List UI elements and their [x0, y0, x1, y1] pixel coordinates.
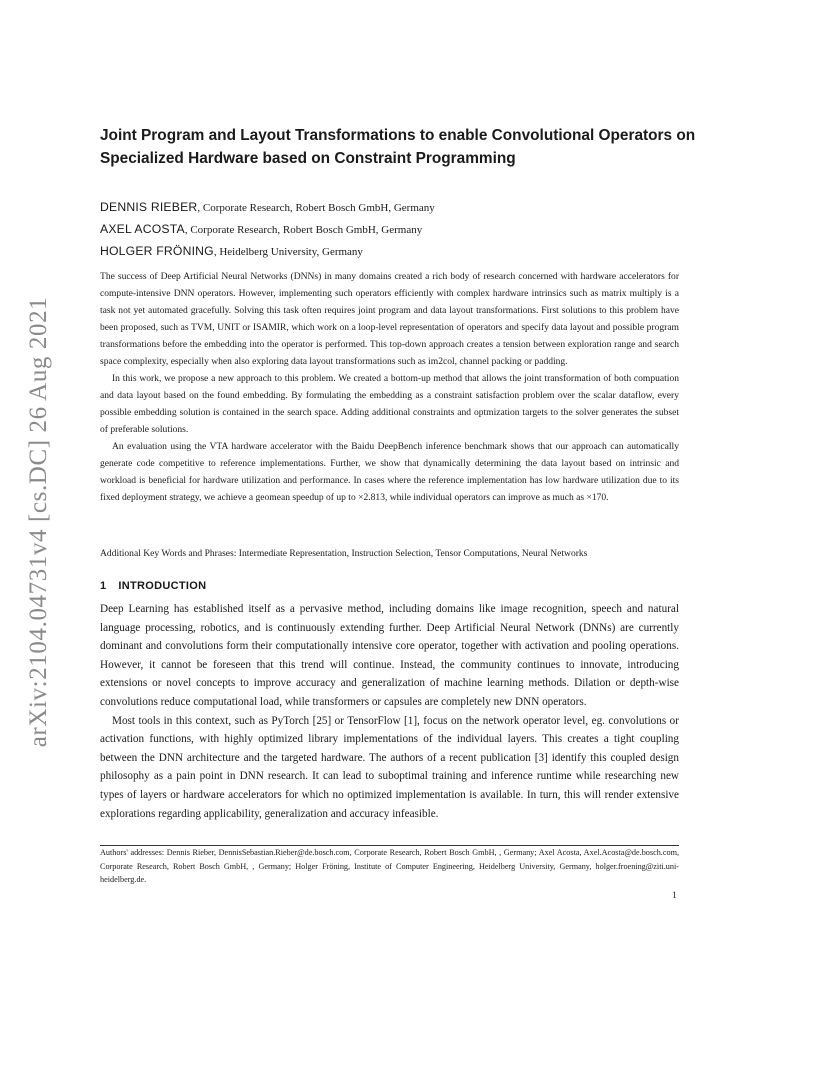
arxiv-watermark: [24, 287, 54, 757]
author-list: [100, 196, 700, 262]
abstract: [100, 268, 679, 506]
author-affiliation: , Heidelberg University, Germany: [213, 246, 363, 258]
section-number: 1: [100, 580, 107, 592]
author-affiliation: , Corporate Research, Robert Bosch GmbH, Germany: [197, 202, 435, 214]
arxiv-stamp-text: arXiv:2104.04731v4 [cs.DC] 26 Aug 2021: [25, 296, 52, 748]
keywords: Additional Key Words and Phrases: Intermediate Representation, Instruction Selection, Tensor Computations, Neural Networks: [100, 548, 588, 559]
author-entry: [100, 240, 700, 262]
author-name: DENNIS RIEBER: [100, 200, 198, 214]
footnote-addresses: Authors' addresses: Dennis Rieber, DennisSebastian.Rieber@de.bosch.com, Corporate Research, Robert Bosch GmbH, , Germany; Axel Acosta, Axel.Acosta@de.bosch.com, Corporate Research, Robert Bosch GmbH, , Germany; Holger Fröning, Institute of Computer Engineering, Heidelberg University, Germany, holger.froening@ziti.uni-heidelberg.de.: [100, 848, 679, 884]
abstract-paragraph: The success of Deep Artificial Neural Networks (DNNs) in many domains created a rich body of research concerned with hardware accelerators for compute-intensive DNN operators. However, implementing such operators efficiently with complex hardware intrinsics such as matrix multiply is a task not yet automated gracefully. Solving this task often requires joint program and data layout transformations. First solutions to this problem have been proposed, such as TVM, UNIT or ISAMIR, which work on a loop-level representation of operators and specify data layout and possible program transformations before the embedding into the operator is performed. This top-down approach creates a tension between exploration range and search space complexity, especially when also exploring data layout transformations such as im2col, channel packing or padding.: [100, 271, 679, 367]
author-name: HOLGER FRÖNING: [100, 244, 214, 258]
paper-title: Joint Program and Layout Transformations to enable Convolutional Operators on Specialized Hardware based on Constraint Programming: [100, 127, 696, 167]
author-affiliation: , Corporate Research, Robert Bosch GmbH, Germany: [184, 224, 423, 236]
page-number: 1: [672, 891, 677, 901]
author-name: AXEL ACOSTA: [100, 222, 185, 236]
section-title: INTRODUCTION: [118, 580, 207, 592]
section-heading: [100, 578, 206, 594]
abstract-paragraph: An evaluation using the VTA hardware accelerator with the Baidu DeepBench inference benchmark shows that our approach can automatically generate code competitive to reference implementations. Further, we show that dynamically determining the data layout based on intrinsic and workload is beneficial for hardware utilization and performance. In cases where the reference implementation has low hardware utilization due to its fixed deployment strategy, we achieve a geomean speedup of up to ×2.813, while individual operators can improve as much as ×170.: [100, 441, 679, 503]
body-text: [100, 600, 679, 823]
author-entry: [100, 196, 700, 218]
body-paragraph: Deep Learning has established itself as a pervasive method, including domains like image recognition, speech and natural language processing, robotics, and is continuously extending further. Deep Artificial Neural Network (DNNs) are currently dominant and convolutions form their computationally intensive core operator, together with activation and pooling operations. However, it cannot be foreseen that this trend will continue. Instead, the community continues to innovate, introducing extensions or novel concepts to improve accuracy and generalization of machine learning methods. Dilation or depth-wise convolutions reduce computational load, while transformers or capsules are completely new DNN operators.: [100, 603, 679, 708]
author-entry: [100, 218, 700, 240]
abstract-paragraph: In this work, we propose a new approach to this problem. We created a bottom-up method that allows the joint transformation of both compuation and data layout based on the found embedding. By formulating the embedding as a constraint satisfaction problem over the scalar dataflow, every possible embedding solution is contained in the search space. Adding additional constraints and optmization targets to the solver generates the subset of preferable solutions.: [100, 373, 679, 435]
body-paragraph: Most tools in this context, such as PyTorch [25] or TensorFlow [1], focus on the network operator level, eg. convolutions or activation functions, with highly optimized library implementations of the individual layers. This creates a tight coupling between the DNN architecture and the targeted hardware. The authors of a recent publication [3] identify this coupled design philosophy as a pain point in DNN research. It can lead to suboptimal training and inference runtime while researching new types of layers or hardware accelerators for which no optimized implementation is available. In turn, this will render extensive explorations regarding applicability, generalization and accuracy infeasible.: [100, 714, 679, 820]
